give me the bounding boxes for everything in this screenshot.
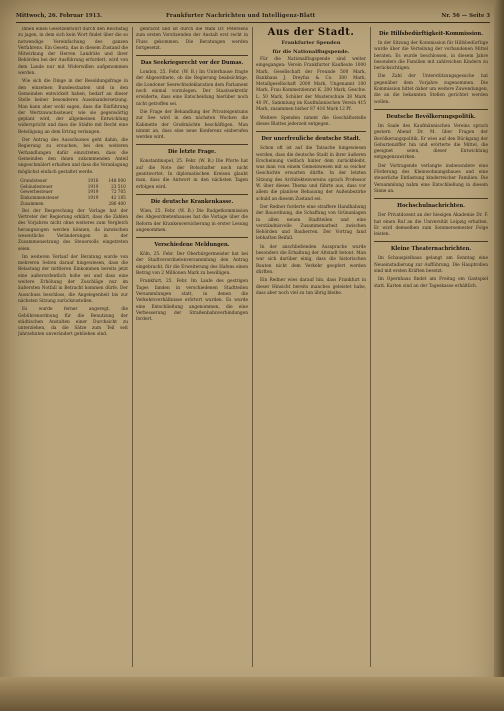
article-paragraph: Konstantinopel, 25. Febr. (W. B.) Die Pforte hat auf die Note der Botschafter noch nicht geantwortet. In diplomatischen Kreisen glaubt man, dass die Antwort in den nächsten Tagen erfolgen wird. [136, 159, 248, 190]
header-page-number: Nr. 56 — Seite 3 [441, 13, 490, 19]
section-subtitle: Frankfurter Spenden [281, 40, 341, 46]
table-cell: Einkommensteuer [20, 195, 59, 201]
column-4 [374, 27, 488, 667]
article-paragraph: Wie sich die Dinge in der Besoldungsfrage in den einzelnen Bundesstaaten und in den Gemeinden entwickelt haben, bedarf an dieser Stelle keiner besonderen Auseinandersetzung. Man kann aber wohl sagen, dass die Einführung der Wertzuwachssteuer, wie sie gegenwärtig geplant wird, der allgemeinen Entwicklung widerspricht und dass die Städte mit Recht eine Beteiligung an dem Ertrag verlangen. [18, 79, 128, 135]
table-cell [82, 201, 99, 207]
section-rule [374, 109, 488, 110]
column-separator [132, 27, 133, 667]
article-paragraph: Im Schauspielhaus gelangt am Sonntag eine Neueinstudierung zur Aufführung. Die Hauptrollen sind mit ersten Kräften besetzt. [374, 256, 488, 275]
table-cell: Gewerbesteuer [20, 189, 53, 195]
article-paragraph: Der Privatdozent an der hiesigen Akademie Dr. F. hat einen Ruf an die Universität Leipzig erhalten. Er wird demselben zum Sommersemester Folge leisten. [374, 213, 488, 238]
article-paragraph: Der Vortragende verlangte insbesondere eine Förderung des Kleinwohnungsbaues und eine steuerliche Entlastung kinderreicher Familien. Die Versammlung nahm eine Entschließung in diesem Sinne an. [374, 163, 488, 194]
article-heading: Die deutsche Krankenkasse. [150, 198, 234, 205]
section-subtitle: für die Nationalflugspende. [272, 48, 350, 55]
section-rule [136, 144, 248, 145]
article-paragraph: Weitere Spenden nimmt die Geschäftsstelle dieses Blattes jederzeit entgegen. [256, 115, 366, 127]
section-rule [256, 131, 366, 132]
table-row [20, 201, 126, 207]
table-cell: 72 705 [111, 189, 126, 195]
article-paragraph: Es wurde ferner angeregt, die Gebührenordnung für die Benutzung der städtischen Anstalten einer Durchsicht zu unterziehen, da die Sätze zum Teil seit Jahrzehnten unverändert geblieben sind. [18, 307, 128, 338]
article-heading: Der unerfreuliche deutsche Stadt. [261, 136, 361, 143]
article-paragraph: Die Frage der Behandlung der Privateigentums zur See wird in den nächsten Wochen die Kabinette der Großmächte beschäftigen. Man nimmt an, dass eine neue Konferenz einberufen werden wird. [136, 109, 248, 141]
header-date: Mittwoch, 26. Februar 1913. [16, 13, 103, 19]
article-paragraph: Wien, 25. Febr. (W. B.) Die Budgetkommission des Abgeordnetenhauses hat die Vorlage über die Reform der Krankenversicherung in erster Lesung angenommen. [136, 208, 248, 233]
section-title: Aus der Stadt. [267, 27, 355, 38]
article-heading: Die letzte Frage. [167, 149, 217, 156]
article-paragraph: Der Antrag des Ausschusses geht dahin, die Regierung zu ersuchen, bei den weiteren Verhandlungen dafür einzutreten, dass die Gemeinden den ihnen zukommenden Anteil ungeschmälert erhalten und dass die Veranlagung möglichst einfach gestaltet werde. [18, 138, 128, 175]
page-header [16, 10, 490, 22]
table-cell: 42 185 [111, 195, 126, 201]
table-cell: 1919 [87, 189, 99, 195]
article-paragraph: Bei der Besprechung der Vorlage hat der Vertreter der Regierung erklärt, dass die Zahlen des Vorjahres nicht ohne weiteres zum Vergleich herangezogen werden können, da inzwischen wesentliche Veränderungen in der Zusammensetzung des Steuersolls eingetreten seien. [18, 208, 128, 252]
section-rule [374, 241, 488, 242]
page-bottom-margin [0, 677, 504, 711]
article-paragraph: Im Opernhaus findet am Freitag ein Gastspiel statt. Karten sind an der Tageskasse erhältlich. [374, 277, 488, 289]
table-cell: 286 400 [108, 201, 126, 207]
article-paragraph: Köln, 25. Febr. Der Oberbürgermeister hat bei der Stadtverordnetenversammlung den Antrag eingebracht, für die Erweiterung des Hafens einen Betrag von 2 Millionen Mark zu bewilligen. [136, 252, 248, 277]
article-paragraph: London, 25. Febr. (W. B.) Im Unterhause fragte der Abgeordnete, ob die Regierung beabsichtige, die Londoner Seerechtsdeklaration dem Parlament noch einmal vorzulegen. Der Staatssekretär erwiderte, dass eine Entscheidung hierüber noch nicht getroffen sei. [136, 70, 248, 107]
table-cell: Zusammen [20, 201, 44, 207]
column-3 [256, 27, 366, 667]
article-paragraph: Die Zahl der Unterstützungsgesuche hat gegenüber dem Vorjahre zugenommen. Die Kommission bittet daher um weitere Zuwendungen, die an die bekannten Stellen gerichtet werden wollen. [374, 74, 488, 105]
article-paragraph: gebracht und ist durch die Wahl Dr. Petersens zum ersten Vorsitzenden der Anstalt erst recht in Fluss gekommen. Die Beratungen werden fortgesetzt. [136, 27, 248, 51]
table-cell: Grundsteuer [20, 177, 48, 183]
article-paragraph: In der Sitzung der Kommission für Hilfsbedürftige wurde über die Verteilung der vorhandenen Mittel beraten. Es wurde beschlossen, in diesem Jahre besonders die Familien mit zahlreichen Kindern zu berücksichtigen. [374, 41, 488, 72]
article-heading: Deutsche Bevölkerungspolitik. [386, 113, 476, 120]
column-1 [18, 27, 128, 667]
article-paragraph: ihnen einen Gesetzentwurf durch den Reichstag zu jagen, in dem sich kein Wort findet über die so notwendige Vereinfachung des ganzen Verfahrens. Ein Gesetz, das in diesem Zustand die Mitwirkung der Herren Landräte und ihrer Behörden bei der Ausführung erfordert, wird von dem Lande nur mit Widerwillen aufgenommen werden. [18, 27, 128, 77]
article-heading: Kleine Theaternachrichten. [390, 246, 472, 253]
table-cell: 1919 [87, 195, 99, 201]
article-heading: Hochschulnachrichten. [397, 203, 465, 210]
article-paragraph: Der Redner forderte eine straffere Handhabung der Bauordnung, die Schaffung von Grünanlagen in allen neuen Stadtteilen und eine verständnisvolle Zusammenarbeit zwischen Behörden und Bauherren. Der Vortrag fand lebhaften Beifall. [256, 204, 366, 242]
article-paragraph: Im Saale des Kaufmännischen Vereins sprach gestern Abend Dr. M. über Fragen der Bevölkerungspolitik. Er wies auf den Rückgang der Geburtenziffer hin und erörterte die Mittel, die geeignet seien, dieser Entwicklung entgegenzuwirken. [374, 123, 488, 161]
article-paragraph: In der anschließenden Aussprache wurde besonders die Erhaltung der Altstadt betont. Man war sich darüber einig, dass die historischen Bauten nicht dem Verkehr geopfert werden dürften. [256, 244, 366, 275]
header-paper-title: Frankfurter Nachrichten und Intelligenz-Blatt [166, 13, 316, 19]
article-paragraph: Im weiteren Verlauf der Beratung wurde von mehreren Seiten darauf hingewiesen, dass die Belastung der mittleren Einkommen bereits jetzt eine außerordentlich hohe sei und dass eine weitere Erhöhung der Zuschläge nur im äußersten Notfall in Betracht kommen dürfe. Der Ausschuss beschloss, die Angelegenheit bis zur nächsten Sitzung zurückzustellen. [18, 254, 128, 304]
column-2 [136, 27, 248, 667]
article-paragraph: Frankfurt, 25. Febr. Im Laufe des gestrigen Tages fanden in verschiedenen Stadtteilen Versammlungen statt, in denen die Verkehrsverhältnisse erörtert wurden. Es wurde eine Entschließung angenommen, die eine Verbesserung der Straßenbahnverbindungen fordert. [136, 279, 248, 323]
section-rule [136, 237, 248, 238]
section-rule [374, 198, 488, 199]
header-rule [16, 22, 490, 23]
table-cell: 23 510 [111, 183, 126, 189]
article-heading: Die Hilfsbedürftigkeit-Kommission. [379, 31, 483, 37]
table-cell: 1916 [87, 177, 99, 183]
column-separator [252, 27, 253, 667]
article-heading: Das Seekriegsrecht vor der Dumas. [140, 60, 244, 67]
section-rule [136, 194, 248, 195]
section-rule [136, 55, 248, 56]
article-paragraph: Für die Nationalflugspende sind weiter eingegangen: Verein Frankfurter Kaufleute 1000 Mark, Gesellschaft der Freunde 500 Mark, Bankhaus J. Dreyfus & Co. 300 Mark, Metallgesellschaft 2000 Mark, Ungenannt 100 Mark, Frau Kommerzienrat K. 200 Mark, Geschw. L. 50 Mark, Schüler der Musterschule 38 Mark 40 Pf., Sammlung im Kaufmännischen Verein 415 Mark, zusammen bisher 87 416 Mark 12 Pf. [256, 57, 366, 113]
article-heading: Verschiedene Meldungen. [154, 242, 230, 249]
article-paragraph: Ein Redner wies darauf hin, dass Frankfurt in dieser Hinsicht bereits manches geleistet habe, dass aber noch viel zu tun übrig bleibe. [256, 278, 366, 296]
table-cell: Gebäudesteuer [20, 183, 53, 189]
column-separator [370, 27, 371, 667]
article-paragraph: Schon oft ist auf die Tatsache hingewiesen worden, dass die deutsche Stadt in ihrer äußeren Erscheinung vielfach hinter dem zurückbleibt, was man von einem Gemeinwesen mit so reicher Geschichte erwarten dürfte. In der letzten Sitzung des Architektenvereins sprach Professor W. über dieses Thema und führte aus, dass vor allem die planlose Bebauung der Außenbezirke schuld an diesem Zustand sei. [256, 146, 366, 202]
table-cell: 1919 [87, 183, 99, 189]
table-cell: 148 000 [108, 177, 126, 183]
page-edge-shadow [494, 0, 504, 711]
tax-table [20, 178, 126, 207]
